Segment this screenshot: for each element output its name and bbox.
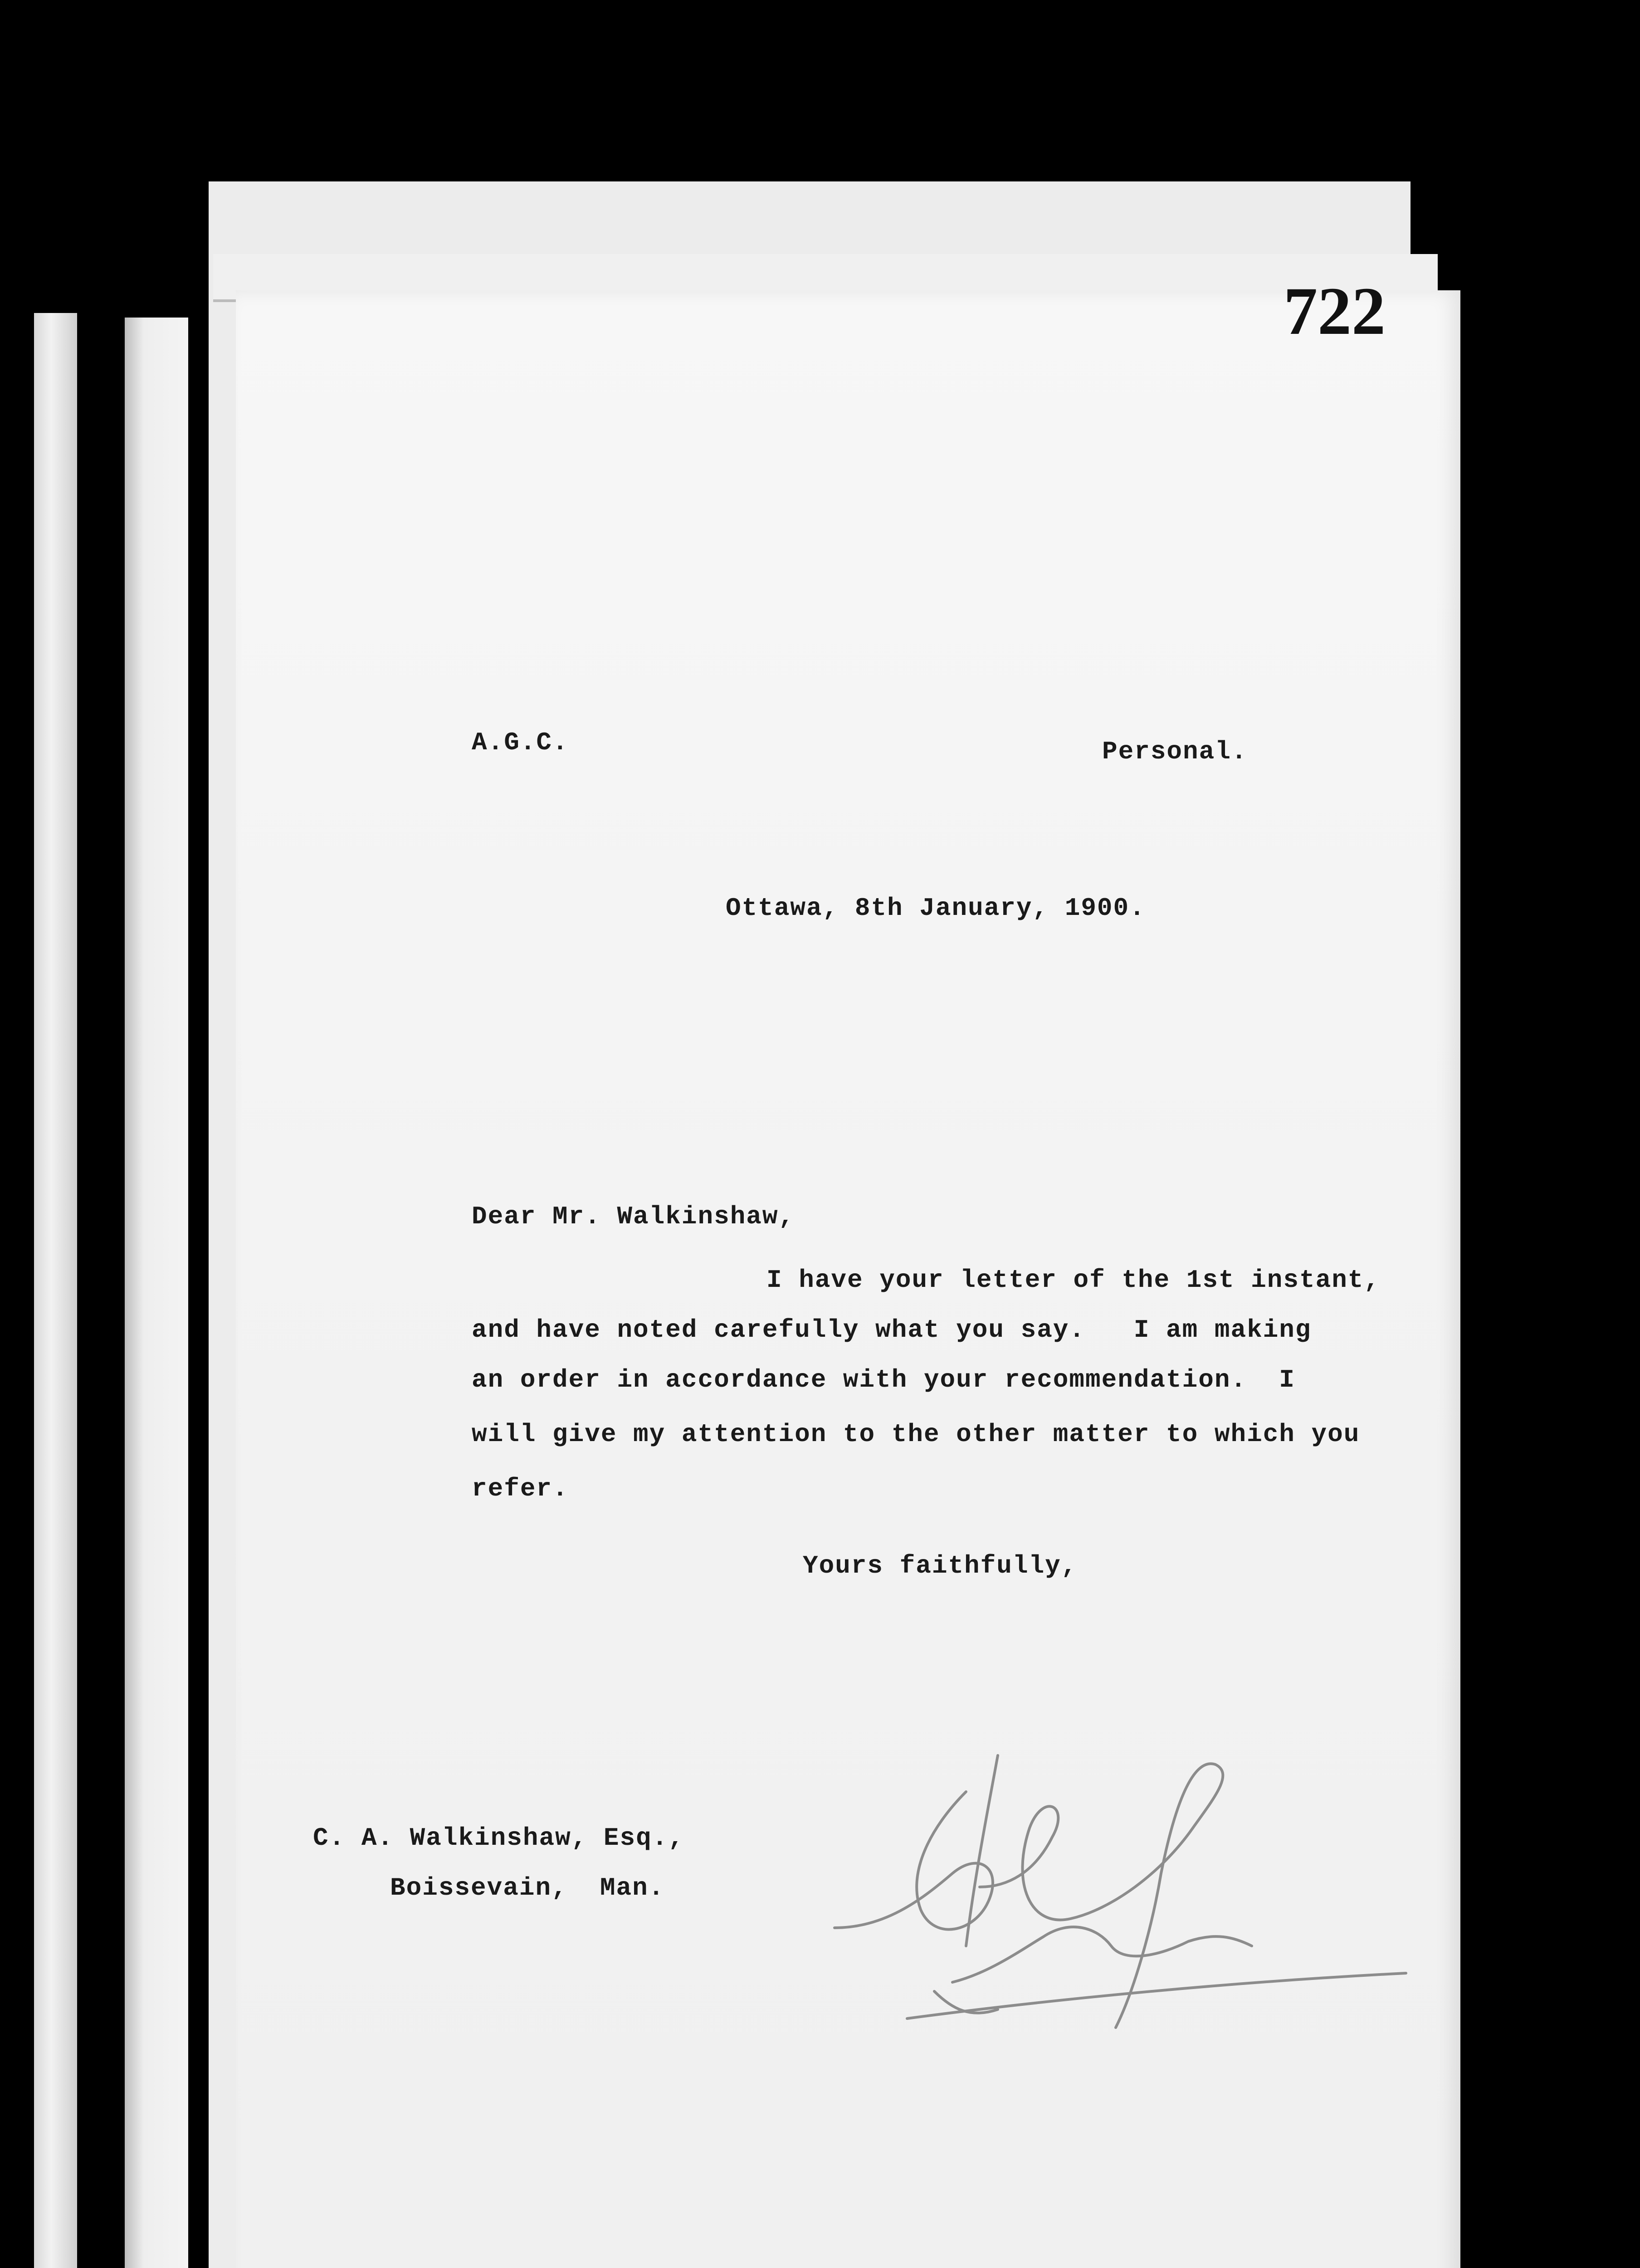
page-stack-edge [125, 318, 188, 2268]
body-line: I have your letter of the 1st instant, [766, 1266, 1381, 1295]
closing: Yours faithfully, [803, 1551, 1078, 1580]
body-line: and have noted carefully what you say. I am making [472, 1315, 1312, 1344]
recipient-place: Boissevain, Man. [390, 1873, 665, 1902]
body-line: refer. [472, 1474, 569, 1503]
handwritten-signature [816, 1737, 1429, 2091]
page-number: 722 [1284, 274, 1386, 349]
salutation: Dear Mr. Walkinshaw, [472, 1202, 795, 1231]
place-date: Ottawa, 8th January, 1900. [726, 894, 1146, 923]
film-edge-left [34, 313, 77, 2268]
body-line: an order in accordance with your recommendation. I [472, 1365, 1295, 1394]
body-line: will give my attention to the other matter to which you [472, 1420, 1360, 1449]
personal-marking: Personal. [1102, 737, 1248, 766]
from-code: A.G.C. [472, 728, 569, 757]
recipient-name: C. A. Walkinshaw, Esq., [313, 1823, 684, 1853]
